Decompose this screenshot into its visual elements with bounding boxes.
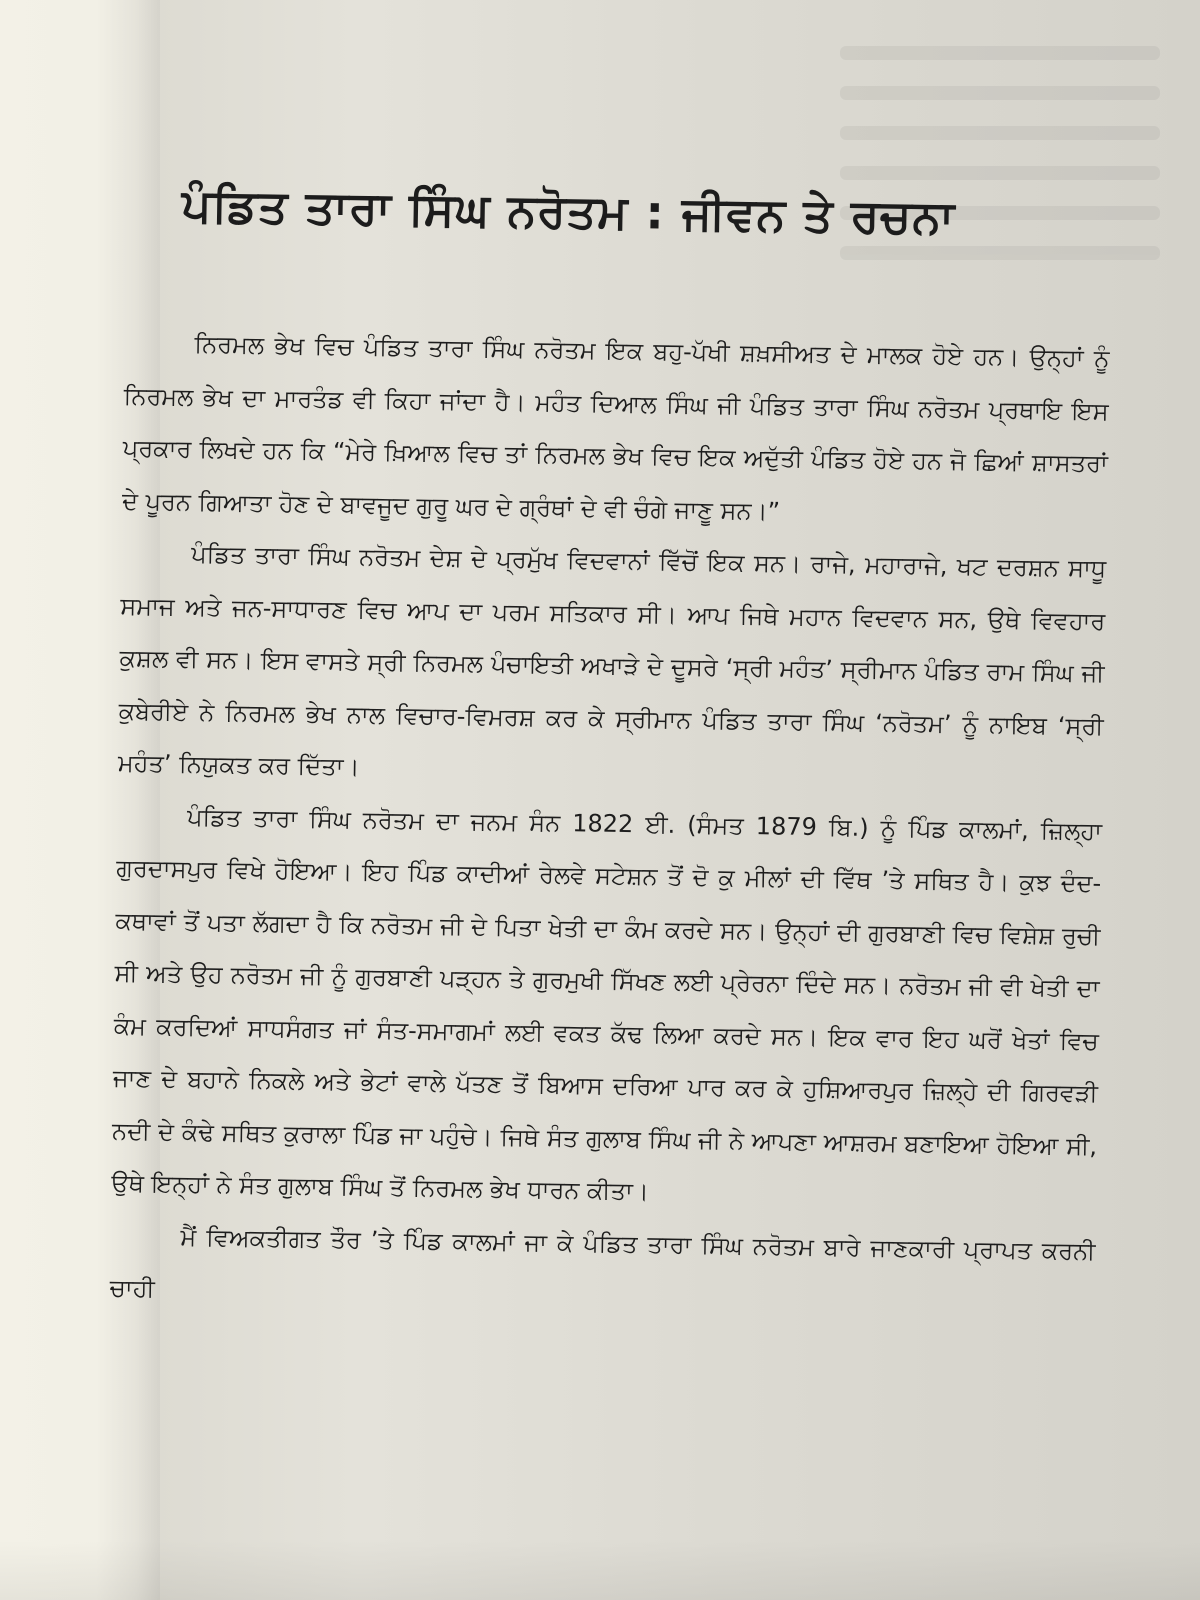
paragraph: ਮੈਂ ਵਿਅਕਤੀਗਤ ਤੌਰ ’ਤੇ ਪਿੰਡ ਕਾਲਮਾਂ ਜਾ ਕੇ ਪੰਡਿਤ ਤਾਰਾ ਸਿੰਘ ਨਰੋਤਮ ਬਾਰੇ ਜਾਣਕਾਰੀ ਪ੍ਰਾਪਤ ਕਰਨੀ ਚਾਹੀ [109, 1222, 1096, 1303]
page-shadow [0, 1540, 1200, 1600]
paragraph: ਪੰਡਿਤ ਤਾਰਾ ਸਿੰਘ ਨਰੋਤਮ ਦਾ ਜਨਮ ਸੰਨ 1822 ਈ. (ਸੰਮਤ 1879 ਬਿ.) ਨੂੰ ਪਿੰਡ ਕਾਲਮਾਂ, ਜ਼ਿਲ੍ਹਾ ਗੁਰਦਾਸਪੁਰ ਵਿਖੇ ਹੋਇਆ। ਇਹ ਪਿੰਡ ਕਾਦੀਆਂ ਰੇਲਵੇ ਸਟੇਸ਼ਨ ਤੋਂ ਦੋ ਕੁ ਮੀਲਾਂ ਦੀ ਵਿੱਥ ’ਤੇ ਸਥਿਤ ਹੈ। ਕੁਝ ਦੰਦ-ਕਥਾਵਾਂ ਤੋਂ ਪਤਾ ਲੱਗਦਾ ਹੈ ਕਿ ਨਰੋਤਮ ਜੀ ਦੇ ਪਿਤਾ ਖੇਤੀ ਦਾ ਕੰਮ ਕਰਦੇ ਸਨ। ਉਨ੍ਹਾਂ ਦੀ ਗੁਰਬਾਣੀ ਵਿਚ ਵਿਸ਼ੇਸ਼ ਰੁਚੀ ਸੀ ਅਤੇ ਉਹ ਨਰੋਤਮ ਜੀ ਨੂੰ ਗੁਰਬਾਣੀ ਪੜ੍ਹਨ ਤੇ ਗੁਰਮੁਖੀ ਸਿੱਖਣ ਲਈ ਪ੍ਰੇਰਨਾ ਦਿੰਦੇ ਸਨ। ਨਰੋਤਮ ਜੀ ਵੀ ਖੇਤੀ ਦਾ ਕੰਮ ਕਰਦਿਆਂ ਸਾਧਸੰਗਤ ਜਾਂ ਸੰਤ-ਸਮਾਗਮਾਂ ਲਈ ਵਕਤ ਕੱਢ ਲਿਆ ਕਰਦੇ ਸਨ। ਇਕ ਵਾਰ ਇਹ ਘਰੋਂ ਖੇਤਾਂ ਵਿਚ ਜਾਣ ਦੇ ਬਹਾਨੇ ਨਿਕਲੇ ਅਤੇ ਭੇਟਾਂ ਵਾਲੇ ਪੱਤਣ ਤੋਂ ਬਿਆਸ ਦਰਿਆ ਪਾਰ ਕਰ ਕੇ ਹੁਸ਼ਿਆਰਪੁਰ ਜ਼ਿਲ੍ਹੇ ਦੀ ਗਿਰਵੜੀ ਨਦੀ ਦੇ ਕੰਢੇ ਸਥਿਤ ਕੁਰਾਲਾ ਪਿੰਡ ਜਾ ਪਹੁੰਚੇ। ਜਿਥੇ ਸੰਤ ਗੁਲਾਬ ਸਿੰਘ ਜੀ ਨੇ ਆਪਣਾ ਆਸ਼ਰਮ ਬਣਾਇਆ ਹੋਇਆ ਸੀ, ਉਥੇ ਇਨ੍ਹਾਂ ਨੇ ਸੰਤ ਗੁਲਾਬ ਸਿੰਘ ਤੋਂ ਨਿਰਮਲ ਭੇਖ ਧਾਰਨ ਕੀਤਾ। [111, 802, 1103, 1206]
paragraph: ਨਿਰਮਲ ਭੇਖ ਵਿਚ ਪੰਡਿਤ ਤਾਰਾ ਸਿੰਘ ਨਰੋਤਮ ਇਕ ਬਹੁ-ਪੱਖੀ ਸ਼ਖ਼ਸੀਅਤ ਦੇ ਮਾਲਕ ਹੋਏ ਹਨ। ਉਨ੍ਹਾਂ ਨੂੰ ਨਿਰਮਲ ਭੇਖ ਦਾ ਮਾਰਤੰਡ ਵੀ ਕਿਹਾ ਜਾਂਦਾ ਹੈ। ਮਹੰਤ ਦਿਆਲ ਸਿੰਘ ਜੀ ਪੰਡਿਤ ਤਾਰਾ ਸਿੰਘ ਨਰੋਤਮ ਪ੍ਰਥਾਇ ਇਸ ਪ੍ਰਕਾਰ ਲਿਖਦੇ ਹਨ ਕਿ “ਮੇਰੇ ਖ਼ਿਆਲ ਵਿਚ ਤਾਂ ਨਿਰਮਲ ਭੇਖ ਵਿਚ ਇਕ ਅਦੁੱਤੀ ਪੰਡਿਤ ਹੋਏ ਹਨ ਜੋ ਛਿਆਂ ਸ਼ਾਸਤਰਾਂ ਦੇ ਪੂਰਨ ਗਿਆਤਾ ਹੋਣ ਦੇ ਬਾਵਜੂਦ ਗੁਰੂ ਘਰ ਦੇ ਗ੍ਰੰਥਾਂ ਦੇ ਵੀ ਚੰਗੇ ਜਾਣੂ ਸਨ।” [121, 330, 1110, 525]
book-page [105, 0, 1130, 1600]
chapter-title: ਪੰਡਿਤ ਤਾਰਾ ਸਿੰਘ ਨਰੋਤਮ : ਜੀਵਨ ਤੇ ਰਚਨਾ [181, 177, 956, 245]
paragraph: ਪੰਡਿਤ ਤਾਰਾ ਸਿੰਘ ਨਰੋਤਮ ਦੇਸ਼ ਦੇ ਪ੍ਰਮੁੱਖ ਵਿਦਵਾਨਾਂ ਵਿੱਚੋਂ ਇਕ ਸਨ। ਰਾਜੇ, ਮਹਾਰਾਜੇ, ਖਟ ਦਰਸ਼ਨ ਸਾਧੂ ਸਮਾਜ ਅਤੇ ਜਨ-ਸਾਧਾਰਣ ਵਿਚ ਆਪ ਦਾ ਪਰਮ ਸਤਿਕਾਰ ਸੀ। ਆਪ ਜਿਥੇ ਮਹਾਨ ਵਿਦਵਾਨ ਸਨ, ਉਥੇ ਵਿਵਹਾਰ ਕੁਸ਼ਲ ਵੀ ਸਨ। ਇਸ ਵਾਸਤੇ ਸ੍ਰੀ ਨਿਰਮਲ ਪੰਚਾਇਤੀ ਅਖਾੜੇ ਦੇ ਦੂਸਰੇ ‘ਸ੍ਰੀ ਮਹੰਤ’ ਸ੍ਰੀਮਾਨ ਪੰਡਿਤ ਰਾਮ ਸਿੰਘ ਜੀ ਕੁਬੇਰੀਏ ਨੇ ਨਿਰਮਲ ਭੇਖ ਨਾਲ ਵਿਚਾਰ-ਵਿਮਰਸ਼ ਕਰ ਕੇ ਸ੍ਰੀਮਾਨ ਪੰਡਿਤ ਤਾਰਾ ਸਿੰਘ ‘ਨਰੋਤਮ’ ਨੂੰ ਨਾਇਬ ‘ਸ੍ਰੀ ਮਹੰਤ’ ਨਿਯੁਕਤ ਕਰ ਦਿੱਤਾ। [117, 540, 1107, 781]
chapter-body [109, 317, 1110, 1330]
